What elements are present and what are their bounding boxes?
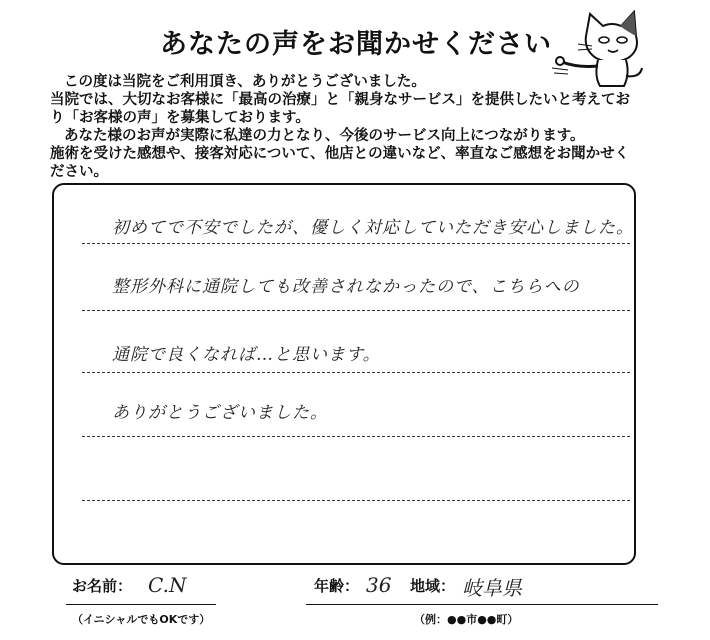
intro-line: り「お客様の声」を募集しております。: [50, 110, 310, 126]
intro-line: 施術を受けた感想や、接客対応について、他店との違いなど、率直なご感想をお聞かせく: [50, 146, 630, 162]
region-label: 地域：: [410, 577, 456, 595]
initial-note: （イニシャルでもOKです）: [72, 613, 211, 626]
comment-line: 初めてで不安でしたが、優しく対応していただき安心しました。: [112, 218, 634, 238]
intro-line: 当院では、大切なお客様に「最高の治療」と「親身なサービス」を提供したいと考えてお: [50, 92, 630, 108]
name-value: C.N: [148, 573, 187, 597]
age-region-underline: [306, 604, 658, 605]
intro-line: この度は当院をご利用頂き、ありがとうございました。: [64, 74, 426, 90]
comment-line: 整形外科に通院しても改善されなかったので、こちらへの: [112, 277, 580, 297]
page-title: あなたの声をお聞かせください: [160, 29, 552, 60]
age-value: 36: [366, 573, 392, 597]
intro-line: ださい。: [50, 164, 108, 180]
name-underline: [66, 604, 216, 605]
comment-box: [52, 183, 636, 565]
ruled-line: [82, 243, 630, 244]
comment-line: 通院で良くなれば…と思います。: [112, 345, 381, 365]
comment-line: ありがとうございました。: [112, 403, 328, 423]
intro-line: あなた様のお声が実際に私達の力となり、今後のサービス向上につながります。: [64, 128, 585, 144]
age-label: 年齢：: [314, 577, 360, 595]
region-example-note: （例：●●市●●町）: [414, 613, 519, 626]
name-label: お名前：: [72, 577, 133, 595]
ruled-line: [82, 436, 630, 437]
ruled-line: [82, 500, 630, 501]
intro-text: [50, 73, 655, 181]
ruled-line: [82, 310, 630, 311]
ruled-line: [82, 372, 630, 373]
region-value: 岐阜県: [462, 576, 522, 600]
